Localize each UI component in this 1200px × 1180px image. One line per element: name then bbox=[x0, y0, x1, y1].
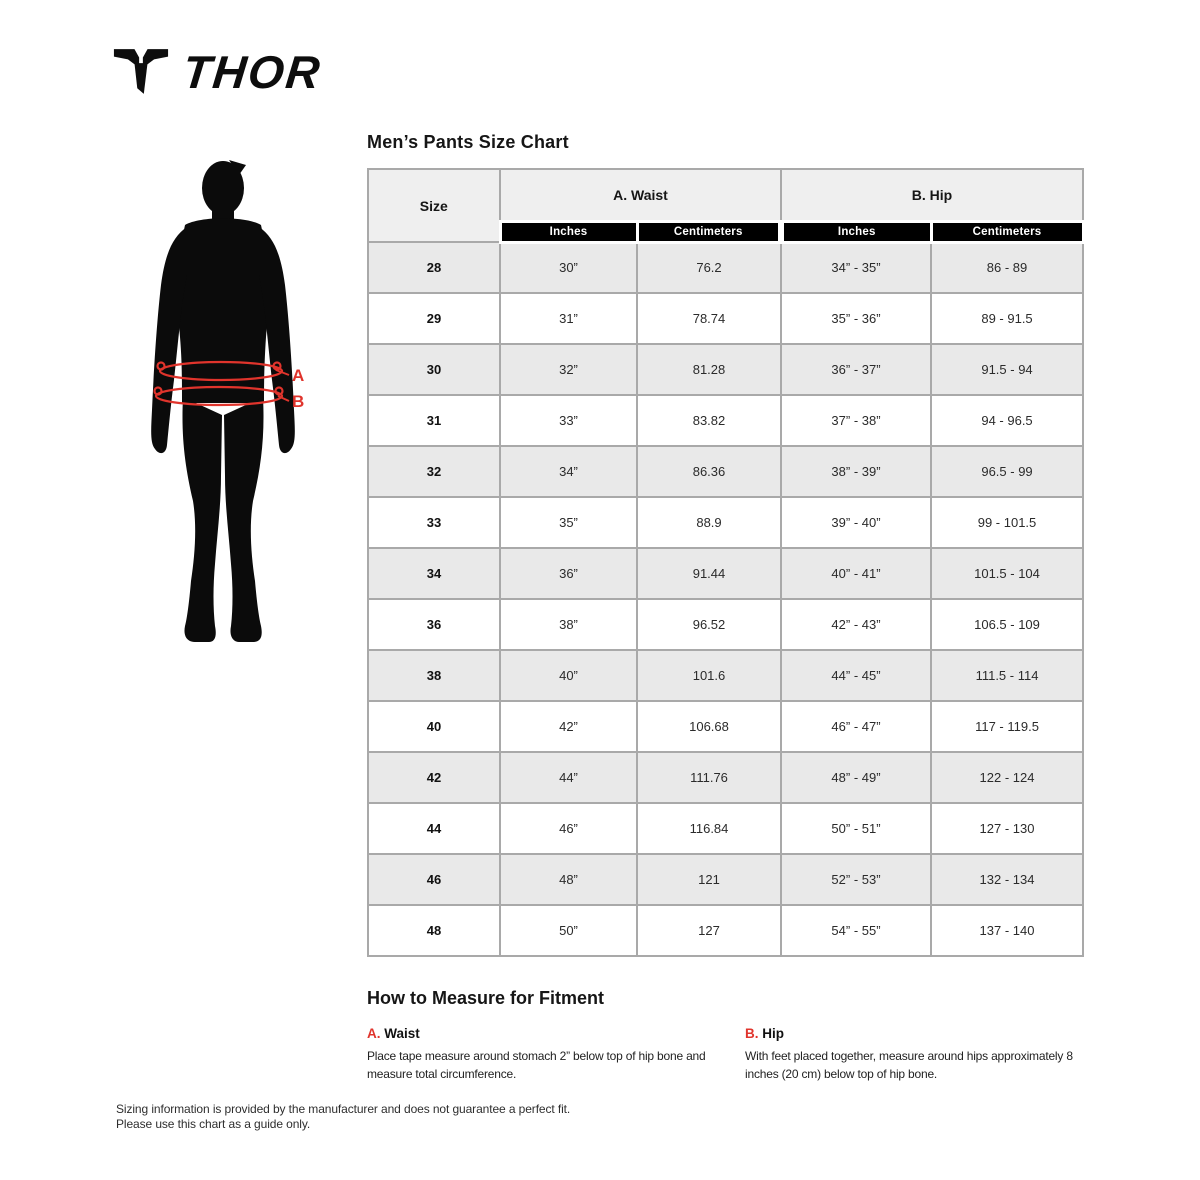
thor-logo-icon bbox=[113, 45, 169, 98]
cell-size: 30 bbox=[368, 344, 500, 395]
cell-waist_in: 34” bbox=[500, 446, 637, 497]
cell-hip_in: 39” - 40” bbox=[781, 497, 931, 548]
cell-waist_cm: 111.76 bbox=[637, 752, 781, 803]
cell-hip_in: 42” - 43” bbox=[781, 599, 931, 650]
cell-waist_in: 40” bbox=[500, 650, 637, 701]
table-row bbox=[368, 650, 1083, 701]
cell-hip_cm: 96.5 - 99 bbox=[931, 446, 1083, 497]
thor-wordmark: THOR bbox=[180, 45, 325, 98]
disclaimer-line-2: Please use this chart as a guide only. bbox=[116, 1117, 311, 1131]
cell-hip_cm: 101.5 - 104 bbox=[931, 548, 1083, 599]
cell-waist_cm: 81.28 bbox=[637, 344, 781, 395]
cell-waist_in: 50” bbox=[500, 905, 637, 956]
cell-waist_cm: 83.82 bbox=[637, 395, 781, 446]
cell-hip_in: 37” - 38” bbox=[781, 395, 931, 446]
hip-label-b: B bbox=[292, 392, 305, 411]
how-to-title: How to Measure for Fitment bbox=[367, 988, 605, 1008]
table-row bbox=[368, 293, 1083, 344]
cell-hip_cm: 117 - 119.5 bbox=[931, 701, 1083, 752]
table-row bbox=[368, 854, 1083, 905]
cell-waist_in: 35” bbox=[500, 497, 637, 548]
cell-waist_in: 36” bbox=[500, 548, 637, 599]
cell-hip_in: 54” - 55” bbox=[781, 905, 931, 956]
subheader-waist-centimeters: Centimeters bbox=[637, 221, 781, 242]
cell-waist_cm: 101.6 bbox=[637, 650, 781, 701]
cell-waist_cm: 127 bbox=[637, 905, 781, 956]
cell-hip_cm: 111.5 - 114 bbox=[931, 650, 1083, 701]
size-chart-section bbox=[367, 132, 1085, 957]
cell-waist_cm: 106.68 bbox=[637, 701, 781, 752]
table-row bbox=[368, 752, 1083, 803]
disclaimer-line-1: Sizing information is provided by the manufacturer and does not guarantee a perfect fit. bbox=[116, 1102, 571, 1116]
table-row bbox=[368, 497, 1083, 548]
cell-hip_in: 40” - 41” bbox=[781, 548, 931, 599]
sizing-disclaimer bbox=[116, 1102, 570, 1132]
cell-hip_in: 36” - 37” bbox=[781, 344, 931, 395]
cell-size: 28 bbox=[368, 242, 500, 293]
cell-waist_cm: 121 bbox=[637, 854, 781, 905]
cell-hip_cm: 89 - 91.5 bbox=[931, 293, 1083, 344]
cell-waist_in: 48” bbox=[500, 854, 637, 905]
cell-size: 33 bbox=[368, 497, 500, 548]
table-row bbox=[368, 701, 1083, 752]
cell-size: 46 bbox=[368, 854, 500, 905]
cell-size: 29 bbox=[368, 293, 500, 344]
cell-hip_in: 46” - 47” bbox=[781, 701, 931, 752]
cell-waist_cm: 96.52 bbox=[637, 599, 781, 650]
cell-waist_in: 46” bbox=[500, 803, 637, 854]
table-row bbox=[368, 242, 1083, 293]
cell-size: 32 bbox=[368, 446, 500, 497]
cell-waist_cm: 116.84 bbox=[637, 803, 781, 854]
cell-hip_in: 50” - 51” bbox=[781, 803, 931, 854]
cell-waist_cm: 91.44 bbox=[637, 548, 781, 599]
table-row bbox=[368, 803, 1083, 854]
cell-hip_in: 52” - 53” bbox=[781, 854, 931, 905]
cell-waist_in: 42” bbox=[500, 701, 637, 752]
cell-hip_cm: 106.5 - 109 bbox=[931, 599, 1083, 650]
cell-size: 48 bbox=[368, 905, 500, 956]
measure-hip-text: With feet placed together, measure around hips approximately 8 inches (20 cm) below top of hip bone. bbox=[745, 1049, 1073, 1081]
cell-waist_cm: 76.2 bbox=[637, 242, 781, 293]
measure-hip-letter: B. bbox=[745, 1026, 759, 1041]
group-header-hip: B. Hip bbox=[781, 169, 1083, 221]
table-row bbox=[368, 446, 1083, 497]
cell-hip_cm: 137 - 140 bbox=[931, 905, 1083, 956]
cell-size: 31 bbox=[368, 395, 500, 446]
cell-hip_in: 34” - 35” bbox=[781, 242, 931, 293]
measurement-figure bbox=[145, 155, 345, 655]
table-row bbox=[368, 395, 1083, 446]
cell-hip_cm: 91.5 - 94 bbox=[931, 344, 1083, 395]
size-table-body bbox=[368, 242, 1083, 956]
cell-waist_in: 33” bbox=[500, 395, 637, 446]
cell-hip_cm: 132 - 134 bbox=[931, 854, 1083, 905]
table-row bbox=[368, 599, 1083, 650]
man-silhouette bbox=[145, 155, 345, 655]
subheader-hip-inches: Inches bbox=[781, 221, 931, 242]
cell-hip_in: 38” - 39” bbox=[781, 446, 931, 497]
subheader-hip-centimeters: Centimeters bbox=[931, 221, 1083, 242]
cell-waist_cm: 78.74 bbox=[637, 293, 781, 344]
page-title: Men’s Pants Size Chart bbox=[367, 132, 569, 152]
table-row bbox=[368, 905, 1083, 956]
cell-waist_in: 32” bbox=[500, 344, 637, 395]
group-header-waist: A. Waist bbox=[500, 169, 781, 221]
measure-waist-letter: A. bbox=[367, 1026, 381, 1041]
cell-size: 36 bbox=[368, 599, 500, 650]
table-row bbox=[368, 548, 1083, 599]
cell-waist_in: 44” bbox=[500, 752, 637, 803]
cell-waist_cm: 86.36 bbox=[637, 446, 781, 497]
subheader-waist-inches: Inches bbox=[500, 221, 637, 242]
how-to-measure-section bbox=[367, 988, 1085, 1083]
table-row bbox=[368, 344, 1083, 395]
cell-waist_in: 31” bbox=[500, 293, 637, 344]
cell-hip_cm: 99 - 101.5 bbox=[931, 497, 1083, 548]
thor-logo bbox=[113, 45, 325, 98]
measure-waist-text: Place tape measure around stomach 2” below top of hip bone and measure total circumference. bbox=[367, 1049, 706, 1081]
measure-hip-block bbox=[745, 1026, 1085, 1083]
cell-size: 34 bbox=[368, 548, 500, 599]
cell-hip_cm: 127 - 130 bbox=[931, 803, 1083, 854]
column-header-size: Size bbox=[368, 169, 500, 242]
cell-hip_cm: 86 - 89 bbox=[931, 242, 1083, 293]
measure-hip-word: Hip bbox=[762, 1026, 785, 1041]
measure-waist-block bbox=[367, 1026, 719, 1083]
measure-waist-label bbox=[367, 1026, 719, 1041]
cell-waist_cm: 88.9 bbox=[637, 497, 781, 548]
cell-hip_cm: 122 - 124 bbox=[931, 752, 1083, 803]
measure-waist-word: Waist bbox=[384, 1026, 420, 1041]
cell-hip_in: 44” - 45” bbox=[781, 650, 931, 701]
cell-size: 44 bbox=[368, 803, 500, 854]
cell-hip_cm: 94 - 96.5 bbox=[931, 395, 1083, 446]
cell-size: 38 bbox=[368, 650, 500, 701]
measure-hip-label bbox=[745, 1026, 1085, 1041]
waist-label-a: A bbox=[292, 366, 305, 385]
cell-hip_in: 48” - 49” bbox=[781, 752, 931, 803]
cell-waist_in: 30” bbox=[500, 242, 637, 293]
size-table bbox=[367, 168, 1085, 957]
cell-waist_in: 38” bbox=[500, 599, 637, 650]
cell-size: 42 bbox=[368, 752, 500, 803]
cell-size: 40 bbox=[368, 701, 500, 752]
cell-hip_in: 35” - 36” bbox=[781, 293, 931, 344]
